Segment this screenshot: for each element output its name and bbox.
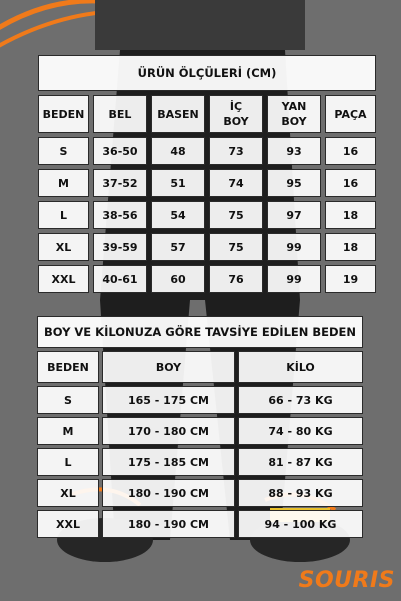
- cell: L: [37, 448, 99, 476]
- cell: XXL: [38, 265, 89, 293]
- cell: XXL: [37, 510, 99, 538]
- recommendation-table: [34, 313, 366, 541]
- table-row: [38, 169, 376, 197]
- table-row: [37, 417, 363, 445]
- table-row: [37, 510, 363, 538]
- cell: 74: [209, 169, 263, 197]
- cell: 38-56: [93, 201, 147, 229]
- cell: 66 - 73 KG: [238, 386, 363, 414]
- cell: 76: [209, 265, 263, 293]
- cell: 39-59: [93, 233, 147, 261]
- cell: 95: [267, 169, 321, 197]
- header-kilo: KİLO: [238, 351, 363, 383]
- cell: 73: [209, 137, 263, 165]
- size-table: [34, 51, 380, 297]
- cell: XL: [38, 233, 89, 261]
- cell: XL: [37, 479, 99, 507]
- cell: S: [38, 137, 89, 165]
- cell: M: [38, 169, 89, 197]
- cell: 165 - 175 CM: [102, 386, 235, 414]
- cell: 94 - 100 KG: [238, 510, 363, 538]
- cell: 74 - 80 KG: [238, 417, 363, 445]
- header-basen: BASEN: [151, 95, 205, 133]
- cell: L: [38, 201, 89, 229]
- table-row: [37, 479, 363, 507]
- cell: 75: [209, 201, 263, 229]
- cell: 97: [267, 201, 321, 229]
- cell: 54: [151, 201, 205, 229]
- cell: 57: [151, 233, 205, 261]
- table-row: [38, 265, 376, 293]
- cell: 18: [325, 201, 376, 229]
- table-row: [38, 137, 376, 165]
- cell: 40-61: [93, 265, 147, 293]
- cell: 51: [151, 169, 205, 197]
- table-row: [38, 201, 376, 229]
- cell: 99: [267, 265, 321, 293]
- cell: 180 - 190 CM: [102, 510, 235, 538]
- header-beden: BEDEN: [37, 351, 99, 383]
- header-bel: BEL: [93, 95, 147, 133]
- recommendation-title: BOY VE KİLONUZA GÖRE TAVSİYE EDİLEN BEDEN: [37, 316, 363, 348]
- brand-logo: SOURIS: [298, 568, 395, 593]
- cell: 37-52: [93, 169, 147, 197]
- header-boy: BOY: [102, 351, 235, 383]
- table-row: [38, 233, 376, 261]
- cell: 170 - 180 CM: [102, 417, 235, 445]
- cell: 48: [151, 137, 205, 165]
- cell: 93: [267, 137, 321, 165]
- table-row: [37, 448, 363, 476]
- header-ic-boy: İÇ BOY: [209, 95, 263, 133]
- cell: 60: [151, 265, 205, 293]
- cell: 19: [325, 265, 376, 293]
- cell: 88 - 93 KG: [238, 479, 363, 507]
- cell: 180 - 190 CM: [102, 479, 235, 507]
- cell: 175 - 185 CM: [102, 448, 235, 476]
- cell: M: [37, 417, 99, 445]
- cell: 18: [325, 233, 376, 261]
- header-yan-boy: YAN BOY: [267, 95, 321, 133]
- cell: 36-50: [93, 137, 147, 165]
- cell: 81 - 87 KG: [238, 448, 363, 476]
- cell: 99: [267, 233, 321, 261]
- size-table-title: ÜRÜN ÖLÇÜLERİ (CM): [38, 55, 376, 91]
- header-paca: PAÇA: [325, 95, 376, 133]
- table-row: [37, 386, 363, 414]
- cell: S: [37, 386, 99, 414]
- cell: 16: [325, 169, 376, 197]
- header-beden: BEDEN: [38, 95, 89, 133]
- cell: 75: [209, 233, 263, 261]
- cell: 16: [325, 137, 376, 165]
